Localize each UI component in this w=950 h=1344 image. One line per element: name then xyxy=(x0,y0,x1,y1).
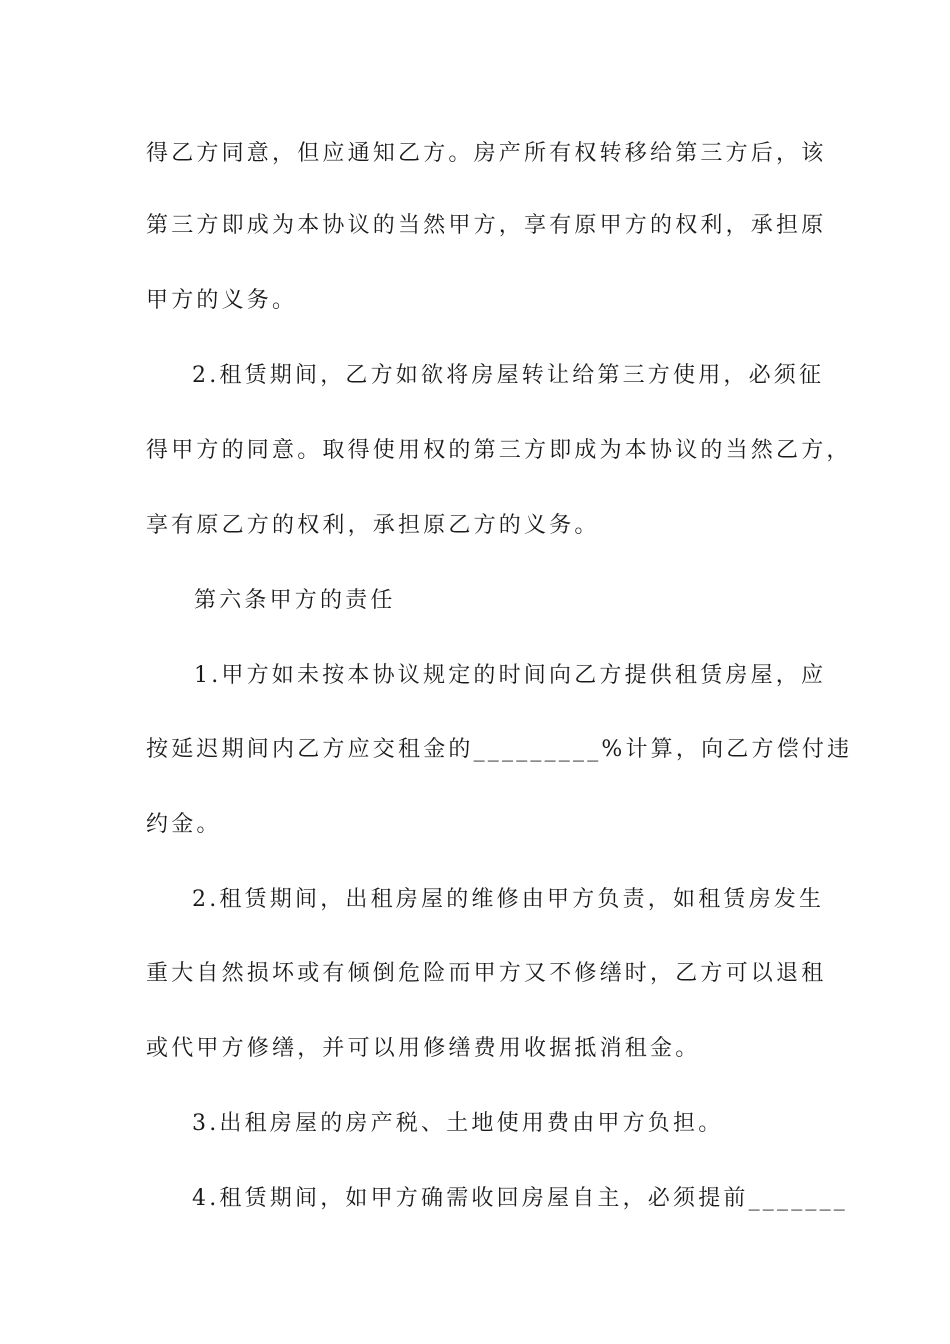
paragraph-line: 约金。 xyxy=(146,812,222,837)
paragraph-line: 得乙方同意，但应通知乙方。房产所有权转移给第三方后，该 xyxy=(146,141,827,166)
section-heading: 第六条甲方的责任 xyxy=(194,588,396,613)
paragraph-line: 或代甲方修缮，并可以用修缮费用收据抵消租金。 xyxy=(146,1036,701,1061)
paragraph-line: 2.租赁期间，出租房屋的维修由甲方负责，如租赁房发生 xyxy=(192,887,825,912)
paragraph-line: 2.租赁期间，乙方如欲将房屋转让给第三方使用，必须征 xyxy=(192,363,825,388)
paragraph-line: 3.出租房屋的房产税、土地使用费由甲方负担。 xyxy=(192,1111,724,1136)
paragraph-line: 第三方即成为本协议的当然甲方，享有原甲方的权利，承担原 xyxy=(146,213,827,238)
paragraph-line: 享有原乙方的权利，承担原乙方的义务。 xyxy=(146,513,600,538)
paragraph-line: 甲方的义务。 xyxy=(146,288,298,313)
paragraph-line: 1.甲方如未按本协议规定的时间向乙方提供租赁房屋，应 xyxy=(194,663,827,688)
paragraph-line: 4.租赁期间，如甲方确需收回房屋自主，必须提前_______ xyxy=(192,1186,848,1211)
paragraph-line: 按延迟期间内乙方应交租金的_________%计算，向乙方偿付违 xyxy=(146,737,853,762)
paragraph-line: 重大自然损坏或有倾倒危险而甲方又不修缮时，乙方可以退租 xyxy=(146,961,827,986)
paragraph-line: 得甲方的同意。取得使用权的第三方即成为本协议的当然乙方， xyxy=(146,438,852,463)
